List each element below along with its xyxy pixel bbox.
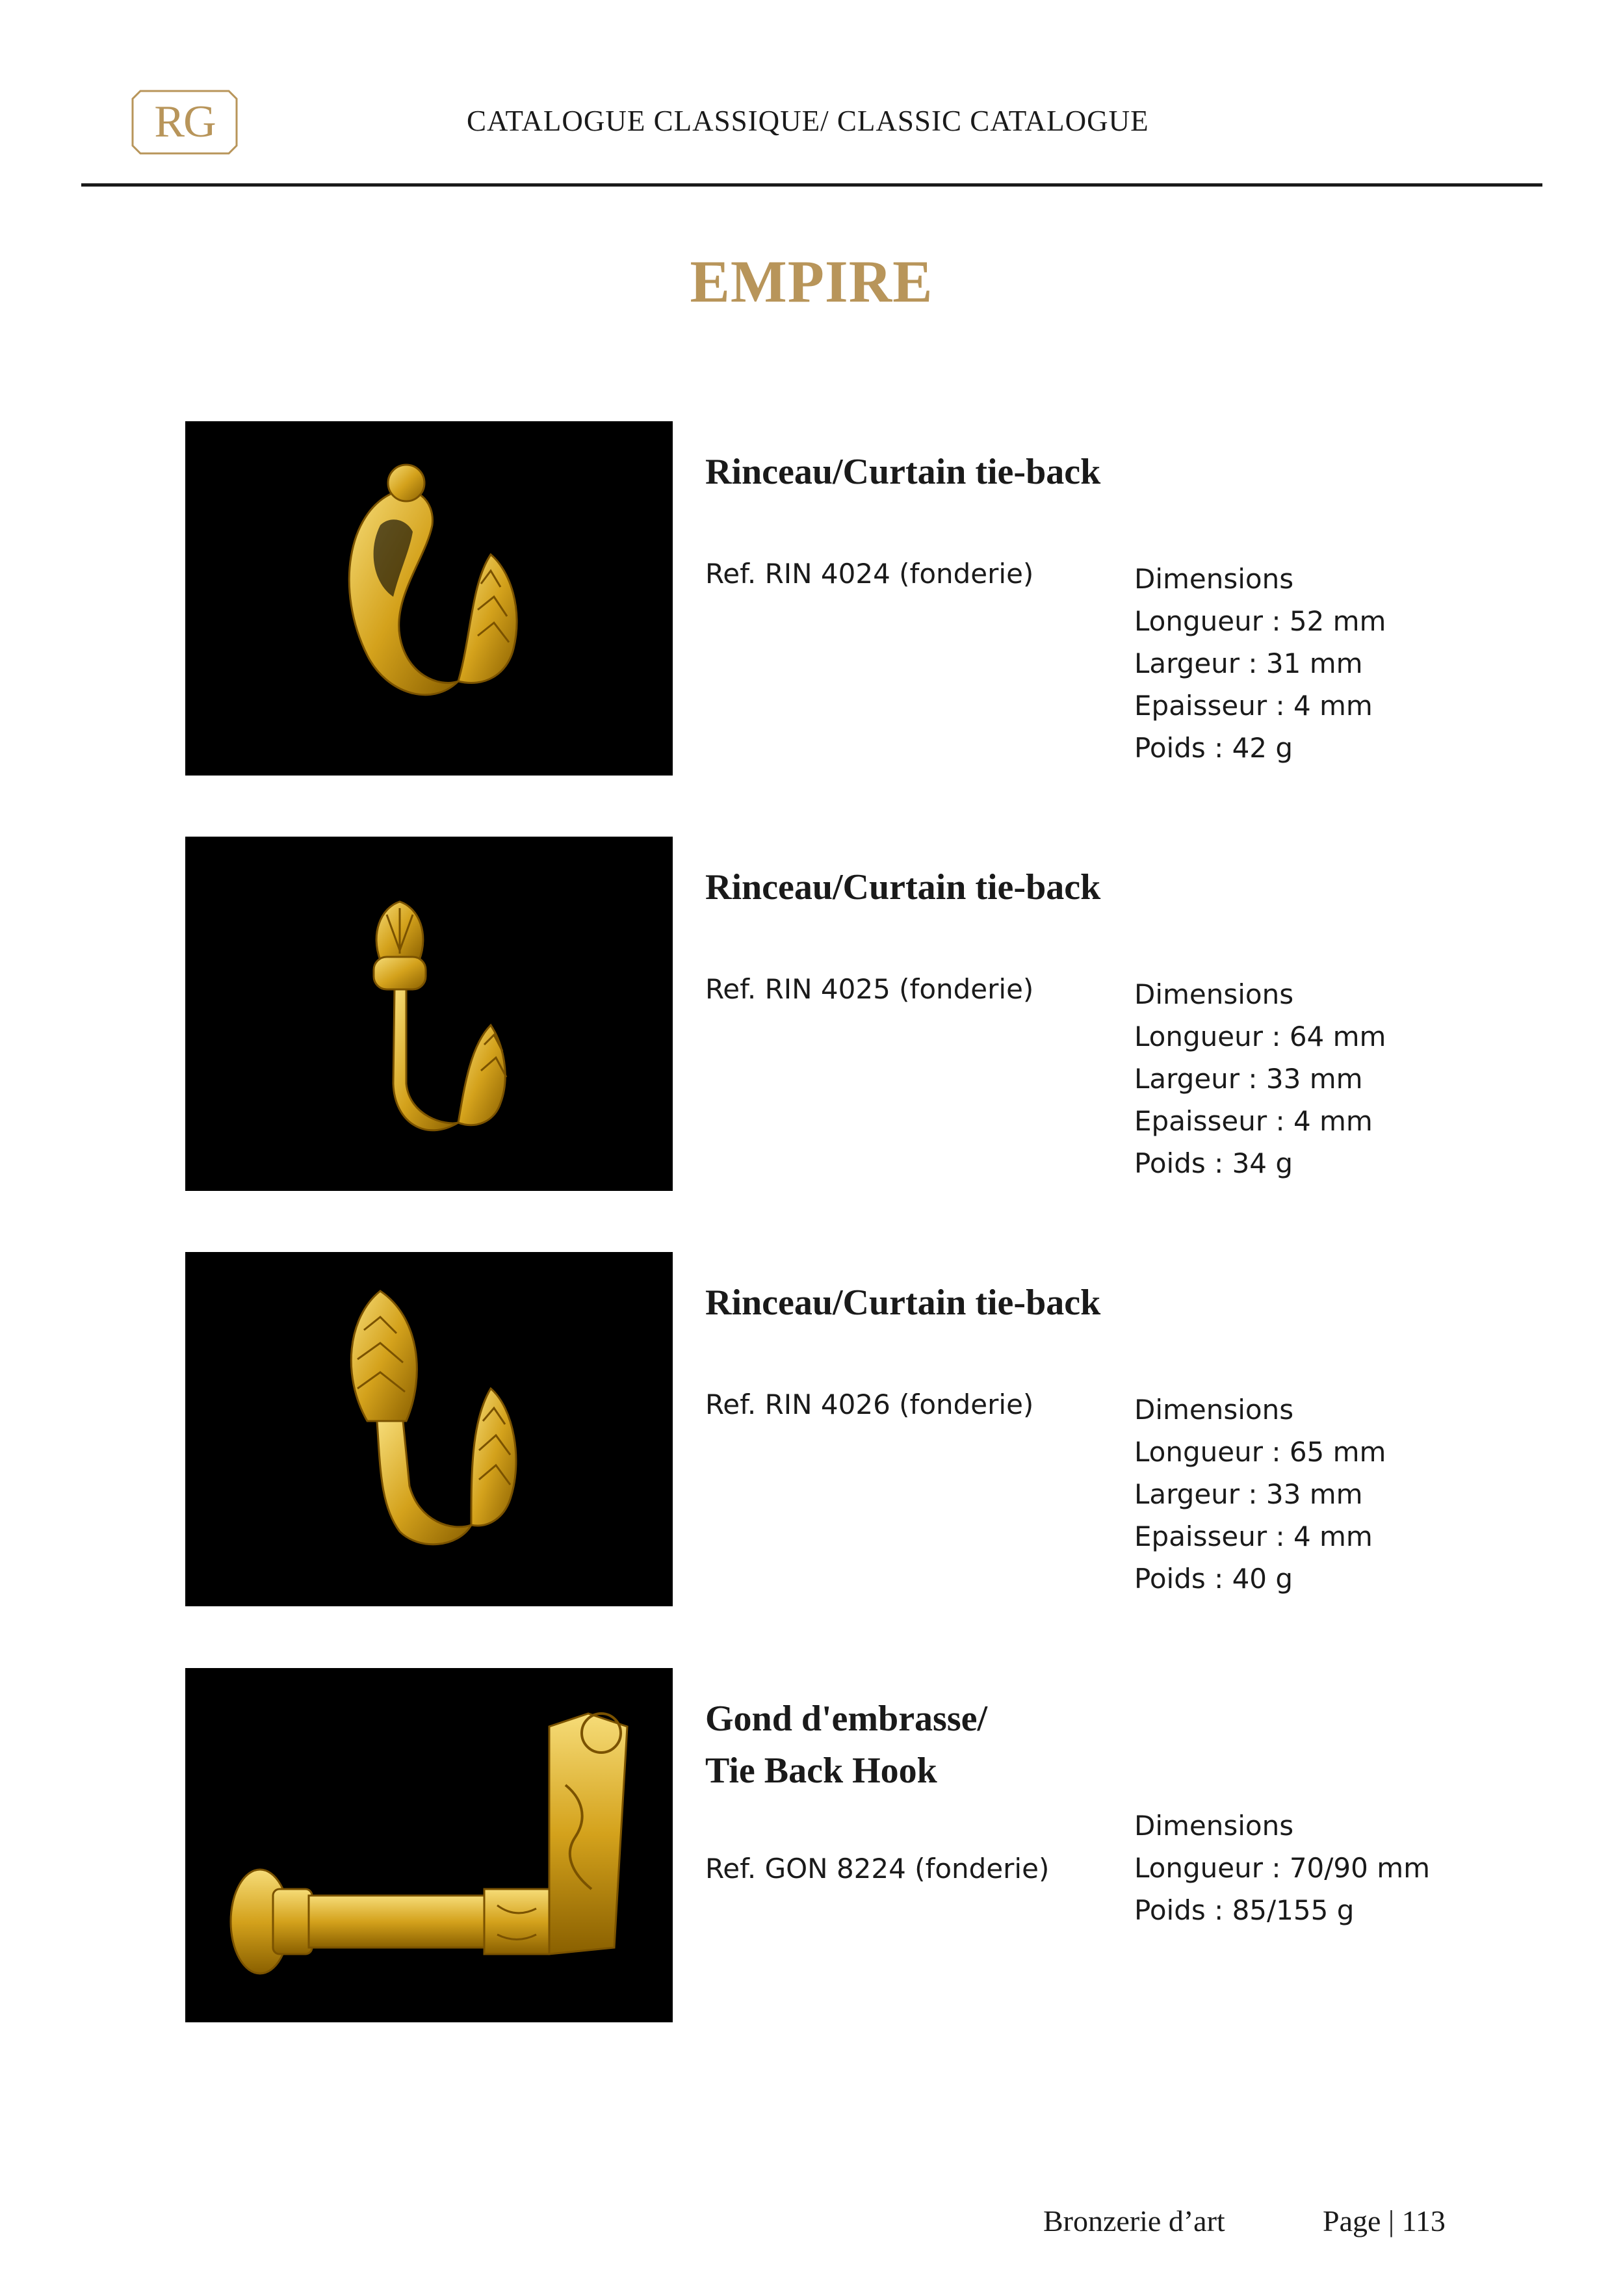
product-photo: [185, 421, 673, 776]
product-dimensions: [1134, 1389, 1386, 1600]
product-title: [705, 861, 1100, 913]
dimension-thickness: Epaisseur : 4 mm: [1134, 1105, 1373, 1137]
dimension-weight: Poids : 40 g: [1134, 1563, 1293, 1595]
product-reference: Ref. RIN 4025 (fonderie): [705, 973, 1034, 1005]
footer-brand: Bronzerie d’art: [1043, 2204, 1225, 2237]
logo-monogram: RG: [154, 97, 215, 147]
product-title-line: Rinceau/Curtain tie-back: [705, 452, 1101, 492]
catalogue-title: CATALOGUE CLASSIQUE/ CLASSIC CATALOGUE: [467, 105, 1149, 137]
product-photo: [185, 1252, 673, 1606]
product-photo: [185, 837, 673, 1191]
brand-logo: [131, 90, 238, 155]
dimension-length: Longueur : 64 mm: [1134, 1021, 1386, 1052]
dimension-width: Largeur : 33 mm: [1134, 1063, 1363, 1095]
product-photo: [185, 1668, 673, 2022]
dimension-width: Largeur : 31 mm: [1134, 647, 1363, 679]
product-title: [705, 1277, 1100, 1329]
dimensions-heading: Dimensions: [1134, 563, 1294, 595]
page-title: EMPIRE: [690, 248, 933, 315]
product-title-line: Rinceau/Curtain tie-back: [705, 867, 1101, 907]
product-card: [185, 421, 1550, 776]
dimension-weight: Poids : 34 g: [1134, 1147, 1293, 1179]
product-title: [705, 446, 1100, 498]
dimension-weight: Poids : 85/155 g: [1134, 1894, 1355, 1926]
product-dimensions: [1134, 558, 1386, 769]
dimension-length: Longueur : 65 mm: [1134, 1436, 1386, 1468]
page-number: Page | 113: [1323, 2204, 1446, 2237]
dimensions-heading: Dimensions: [1134, 1394, 1294, 1426]
product-card: [185, 1668, 1550, 2022]
dimension-length: Longueur : 70/90 mm: [1134, 1852, 1431, 1884]
dimension-length: Longueur : 52 mm: [1134, 605, 1386, 637]
header-divider: [81, 183, 1542, 187]
dimension-thickness: Epaisseur : 4 mm: [1134, 690, 1373, 722]
product-title-line: Rinceau/Curtain tie-back: [705, 1283, 1101, 1323]
product-dimensions: [1134, 1805, 1430, 1931]
dimensions-heading: Dimensions: [1134, 978, 1294, 1010]
dimension-thickness: Epaisseur : 4 mm: [1134, 1520, 1373, 1552]
product-dimensions: [1134, 973, 1386, 1184]
product-card: [185, 837, 1550, 1191]
dimension-weight: Poids : 42 g: [1134, 732, 1293, 764]
dimensions-heading: Dimensions: [1134, 1810, 1294, 1842]
product-title: [705, 1693, 987, 1797]
product-title-line: Tie Back Hook: [705, 1751, 937, 1791]
product-card: [185, 1252, 1550, 1606]
dimension-width: Largeur : 33 mm: [1134, 1478, 1363, 1510]
product-reference: Ref. RIN 4026 (fonderie): [705, 1389, 1034, 1420]
product-reference: Ref. RIN 4024 (fonderie): [705, 558, 1034, 590]
product-reference: Ref. GON 8224 (fonderie): [705, 1853, 1050, 1885]
product-title-line: Gond d'embrasse/: [705, 1699, 988, 1739]
